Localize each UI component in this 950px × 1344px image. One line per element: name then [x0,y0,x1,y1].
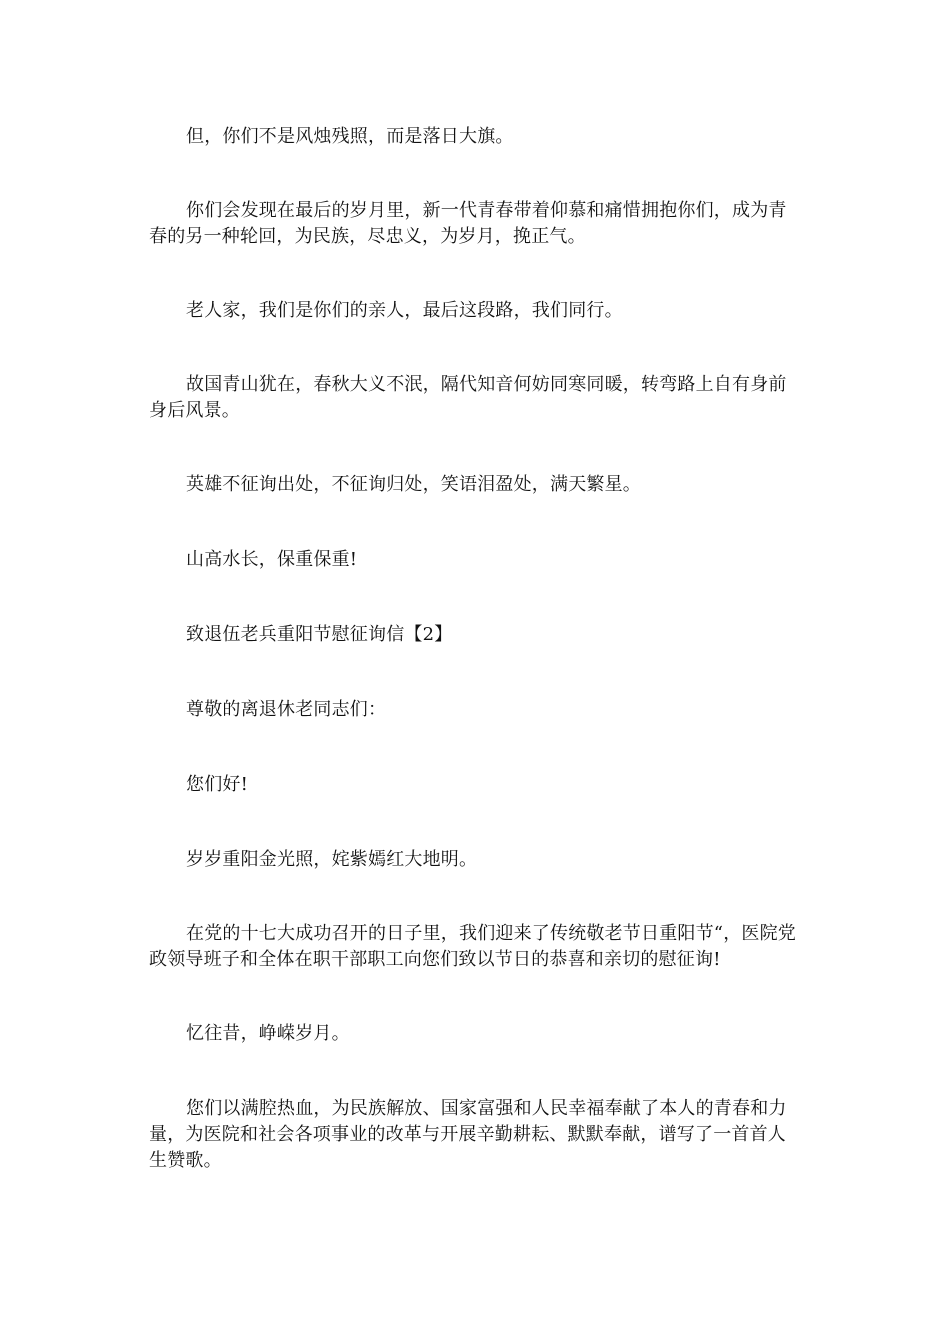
greeting: 您们好! [186,774,249,795]
paragraph: 您们以满腔热血，为民族解放、国家富强和人民幸福奉献了本人的青春和力量，为医院和社会各项事业的改革与开展辛勤耕耘、默默奉献，谱写了一首首人生赞歌。 [149,1098,787,1171]
paragraph: 忆往昔，峥嵘岁月。 [186,1023,350,1044]
paragraph: 英雄不征询出处，不征询归处，笑语泪盈处，满天繁星。 [186,474,641,495]
salutation: 尊敬的离退休老同志们： [186,699,387,720]
section-heading: 致退伍老兵重阳节慰征询信【2】 [186,624,453,645]
paragraph: 但，你们不是风烛残照，而是落日大旗。 [186,126,514,147]
paragraph: 故国青山犹在，春秋大义不泯，隔代知音何妨同寒同暖，转弯路上自有身前身后风景。 [149,374,787,421]
paragraph: 岁岁重阳金光照，姹紫嫣红大地明。 [186,849,478,870]
paragraph: 老人家，我们是你们的亲人，最后这段路，我们同行。 [186,300,623,321]
paragraph: 在党的十七大成功召开的日子里，我们迎来了传统敬老节日重阳节“，医院党政领导班子和全体在职干部职工向您们致以节日的恭喜和亲切的慰征询! [149,923,796,970]
paragraph: 山高水长，保重保重! [186,549,358,570]
paragraph: 你们会发现在最后的岁月里，新一代青春带着仰慕和痛惜拥抱你们，成为青春的另一种轮回，为民族，尽忠义，为岁月，挽正气。 [149,200,787,247]
